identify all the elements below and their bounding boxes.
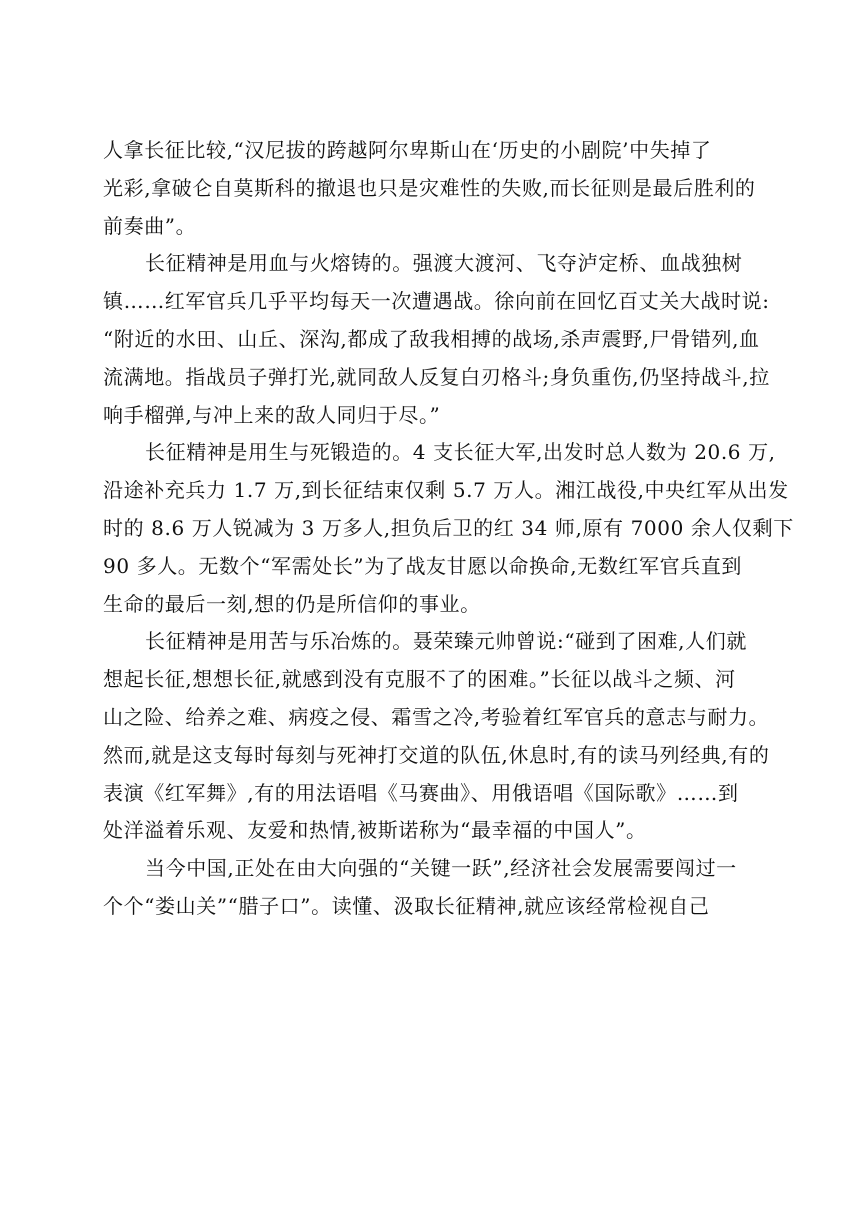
text-line: 镇……红军官兵几乎平均每天一次遭遇战。徐向前在回忆百丈关大战时说: bbox=[103, 289, 770, 314]
text-line: 想起长征,想想长征,就感到没有克服不了的困难。”长征以战斗之频、河 bbox=[103, 667, 736, 692]
text-line: 时的 8.6 万人锐减为 3 万多人,担负后卫的红 34 师,原有 7000 余人仅剩下 bbox=[103, 515, 794, 540]
text-line: 流满地。指战员子弹打光,就同敌人反复白刃格斗;身负重伤,仍坚持战斗,拉 bbox=[103, 364, 770, 389]
text-line: 个个“娄山关”“腊子口”。读懂、汲取长征精神,就应该经常检视自己 bbox=[103, 893, 710, 918]
text-line: 前奏曲”。 bbox=[103, 213, 197, 238]
text-line: 光彩,拿破仑自莫斯科的撤退也只是灾难性的失败,而长征则是最后胜利的 bbox=[103, 175, 756, 200]
text-line: 90 多人。无数个“军需处长”为了战友甘愿以命换命,无数红军官兵直到 bbox=[103, 553, 743, 578]
text-line: 处洋溢着乐观、友爱和热情,被斯诺称为“最幸福的中国人”。 bbox=[103, 818, 647, 843]
text-line: 表演《红军舞》,有的用法语唱《马赛曲》、用俄语唱《国际歌》……到 bbox=[103, 780, 739, 805]
paragraph-start-line: 长征精神是用苦与乐冶炼的。聂荣臻元帅曾说:“碰到了困难,人们就 bbox=[145, 629, 747, 654]
text-line: 沿途补充兵力 1.7 万,到长征结束仅剩 5.7 万人。湘江战役,中央红军从出发 bbox=[103, 478, 789, 503]
text-line: 生命的最后一刻,想的仍是所信仰的事业。 bbox=[103, 591, 481, 616]
paragraph-start-line: 当今中国,正处在由大向强的“关键一跃”,经济社会发展需要闯过一 bbox=[145, 856, 737, 881]
paragraph-start-line: 长征精神是用血与火熔铸的。强渡大渡河、飞夺泸定桥、血战独树 bbox=[145, 251, 743, 276]
article-body bbox=[103, 132, 794, 926]
text-line: “附近的水田、山丘、深沟,都成了敌我相搏的战场,杀声震野,尸骨错列,血 bbox=[103, 326, 760, 351]
paragraph-start-line: 长征精神是用生与死锻造的。4 支长征大军,出发时总人数为 20.6 万, bbox=[145, 440, 776, 465]
text-line: 响手榴弹,与冲上来的敌人同归于尽。” bbox=[103, 402, 441, 427]
text-line: 然而,就是这支每时每刻与死神打交道的队伍,休息时,有的读马列经典,有的 bbox=[103, 742, 770, 767]
text-line: 山之险、给养之难、病疫之侵、霜雪之冷,考验着红军官兵的意志与耐力。 bbox=[103, 704, 770, 729]
text-line: 人拿长征比较,“汉尼拔的跨越阿尔卑斯山在‘历史的小剧院’中失掉了 bbox=[103, 138, 712, 162]
